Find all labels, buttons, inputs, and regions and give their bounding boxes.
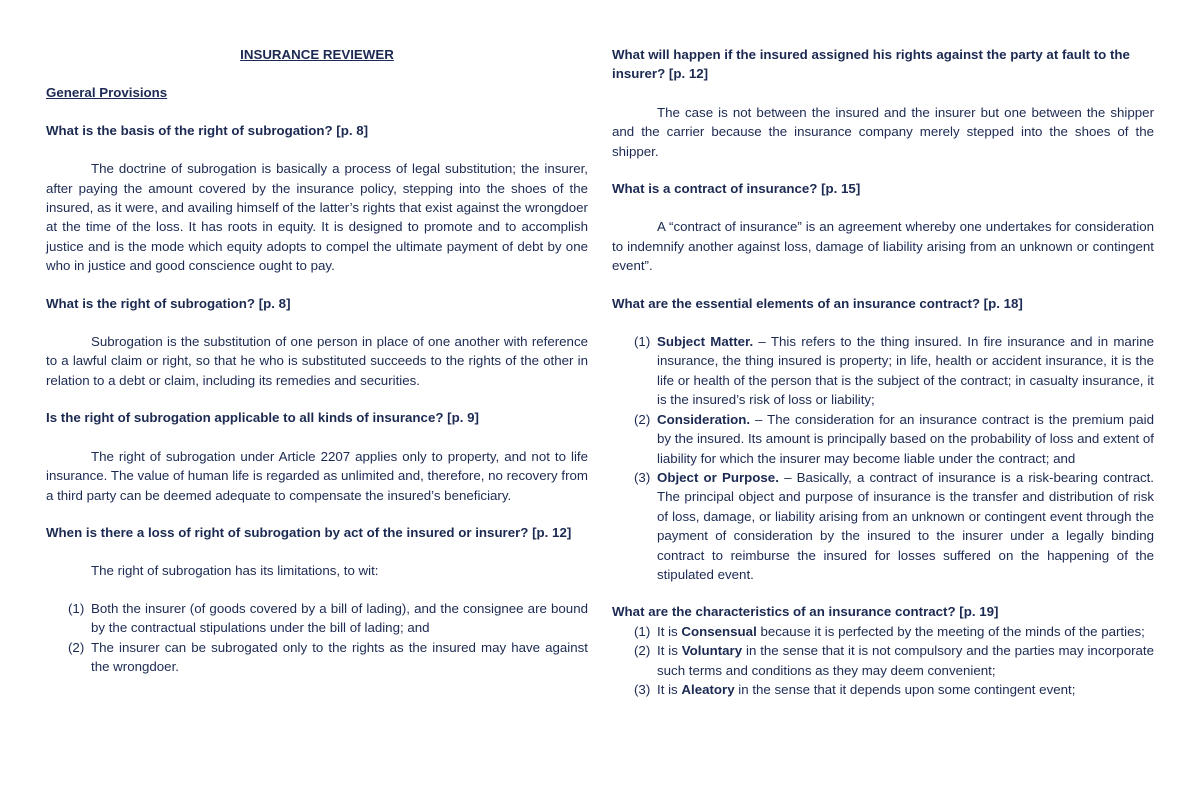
left-column [46,45,588,694]
list-item-prefix: It is [657,681,682,697]
list-item [612,410,1154,468]
list-item-number: (3) [634,469,651,485]
section-heading-general-provisions: General Provisions [46,85,168,101]
list-item-number: (2) [634,411,651,427]
document-title: INSURANCE REVIEWER [240,47,394,62]
answer-contract-of-insurance: A “contract of insurance” is an agreement whereby one undertakes for consideration to indemnify another against loss, damage of liability arising from an unknown or contingent event”. [612,219,1154,274]
list-item-number: (2) [68,639,85,655]
list-item-text: – Basically, a contract of insurance is a risk-bearing contract. The principal object and purpose of insurance is the transfer and distribution of risk of loss, damage, or liability arising from an unknown or contingent event through the payment of consideration by the insured to the insurer under a legally binding contract to reimburse the insured for losses suffered on the happening of the stipulated event. [657,469,1154,582]
list-item-text: because it is perfected by the meeting of the minds of the parties; [756,623,1145,639]
list-item-text: – This refers to the thing insured. In fire insurance and in marine insurance, the thing insured is property; in life, health or accident insurance, it is the life or health of the person that is the subject of the contract; in casualty insurance, it is the insured’s risk of loss or liability; [657,334,1154,408]
list-item-text: – The consideration for an insurance contract is the premium paid by the insured. Its amount is principally based on the probability of loss and extent of liability for which the insurer may become liable under the contract; and [657,411,1154,466]
answer-subrogation-applicability: The right of subrogation under Article 2207 applies only to property, and not to life insurance. The value of human life is regarded as unlimited and, therefore, no recovery from a third party can be deemed adequate to compensate the insured’s beneficiary. [46,448,588,503]
question-basis-of-subrogation: What is the basis of the right of subrogation? [p. 8] [46,122,369,138]
limitations-list [46,599,588,677]
list-item [46,638,588,677]
list-item-prefix: It is [657,643,682,659]
list-item [612,641,1154,680]
list-item-number: (1) [68,600,85,616]
list-item-text: in the sense that it depends upon some contingent event; [734,681,1076,697]
question-essential-elements: What are the essential elements of an insurance contract? [p. 18] [612,295,1023,311]
list-item-text: in the sense that it is not compulsory and the parties may incorporate such terms and conditions as they may deem convenient; [657,643,1154,678]
answer-assignment-of-rights: The case is not between the insured and the insurer but one between the shipper and the carrier because the insurance company merely stepped into the shoes of the shipper. [612,104,1154,159]
list-item-number: (2) [634,643,651,659]
list-item-number: (1) [634,623,651,639]
essential-elements-list [612,332,1154,584]
list-item [612,680,1154,699]
right-column [612,45,1154,717]
list-item-text: The insurer can be subrogated only to the rights as the insured may have against the wrongdoer. [91,639,588,674]
question-right-of-subrogation: What is the right of subrogation? [p. 8] [46,295,291,311]
list-item [46,599,588,638]
answer-right-of-subrogation: Subrogation is the substitution of one person in place of one another with reference to a lawful claim or right, so that he who is substituted succeeds to the rights of the other in relation to a debt or claim, including its remedies and securities. [46,334,588,388]
list-item-text: Both the insurer (of goods covered by a bill of lading), and the consignee are bound by the contractual stipulations under the bill of lading; and [91,600,588,636]
list-item-term: Aleatory [681,681,735,697]
list-item [612,468,1154,584]
answer-loss-of-subrogation: The right of subrogation has its limitations, to wit: [91,563,379,579]
characteristics-list [612,622,1154,700]
list-item-prefix: It is [657,623,682,639]
list-item [612,622,1154,641]
list-item [612,332,1154,410]
question-loss-of-subrogation: When is there a loss of right of subrogation by act of the insured or insurer? [p. 12] [46,524,572,540]
list-item-term: Voluntary [681,643,743,659]
list-item-number: (3) [634,681,651,697]
list-item-term: Consensual [681,623,757,639]
list-item-term: Subject Matter. [657,334,754,350]
question-characteristics: What are the characteristics of an insurance contract? [p. 19] [612,604,999,620]
question-subrogation-applicability: Is the right of subrogation applicable to all kinds of insurance? [p. 9] [46,410,479,426]
list-item-term: Object or Purpose. [657,469,779,485]
list-item-term: Consideration. [657,411,751,427]
question-assignment-of-rights: What will happen if the insured assigned his rights against the party at fault to the insurer? [p. 12] [612,47,1130,82]
question-contract-of-insurance: What is a contract of insurance? [p. 15] [612,181,861,197]
answer-basis-of-subrogation: The doctrine of subrogation is basically a process of legal substitution; the insurer, after paying the amount covered by the insurance policy, stepping into the shoes of the insured, as it were, and availing himself of the latter’s rights that exist against the wrongdoer at the time of the loss. It has roots in equity. It is designed to promote and to accomplish justice and is the mode which equity adopts to compel the ultimate payment of debt by one who in justice and good conscience ought to pay. [46,161,588,274]
list-item-number: (1) [634,334,651,350]
